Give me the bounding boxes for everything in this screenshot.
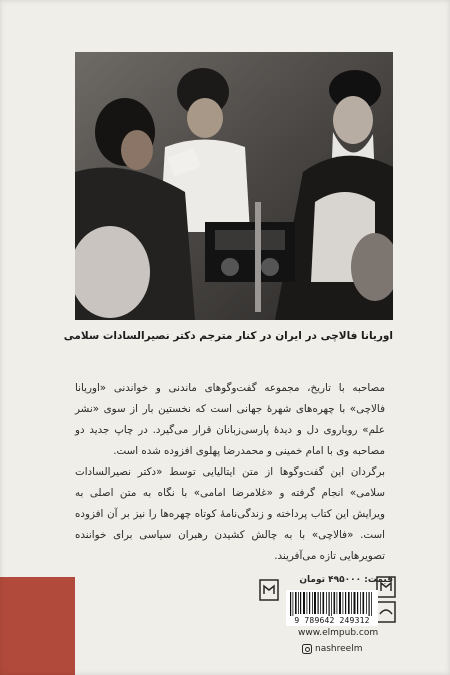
decorative-red-band (0, 577, 75, 675)
description-paragraph: مصاحبه با تاریخ، مجموعه گفت‌وگوهای ماندنی و خواندنی «اوریانا فالاچی» با چهره‌های شهرهٔ جهانی است که نخستین بار از سوی «نشر علم» روباروی دل و دیدهٔ پارسی‌زبانان قرار می‌گیرد. در چاپ جدید دو مصاحبه وی با امام خمینی و محمدرضا پهلوی افزوده شده است. (75, 382, 385, 457)
publisher-logo-icon (258, 578, 280, 602)
publisher-website[interactable]: www.elmpub.com (298, 628, 379, 638)
price-label: قیمت: ۴۹۵۰۰۰ تومان (299, 575, 393, 585)
barcode-icon (286, 590, 378, 616)
instagram-handle[interactable] (302, 644, 362, 654)
description-paragraph: برگردان این گفت‌وگوها از متن ایتالیایی توسط «دکتر نصیرالسادات سلامی» انجام گرفته و «غلامرضا امامی» با نگاه به متن اصلی به ویرایش این کتاب پرداخته و زندگی‌نامهٔ کوتاه چهره‌ها را نیز بر آن افزوده است. «فالاچی» با به چالش کشیدن رهبران سیاسی برای خواننده تصویرهایی تازه می‌آفریند. (75, 466, 385, 562)
instagram-handle-text: nashreelm (315, 644, 363, 654)
back-cover-description (75, 378, 385, 567)
isbn-number: 9 789642 249312 (294, 616, 370, 625)
publisher-logo-icon (375, 575, 397, 599)
photo-caption: اوریانا فالاچی در ایران در کنار مترجم دکتر نصیرالسادات سلامی (63, 330, 393, 342)
instagram-icon (302, 644, 312, 654)
publisher-logo-icon (375, 600, 397, 624)
cover-photo (75, 52, 393, 320)
photo-illustration (75, 52, 393, 320)
